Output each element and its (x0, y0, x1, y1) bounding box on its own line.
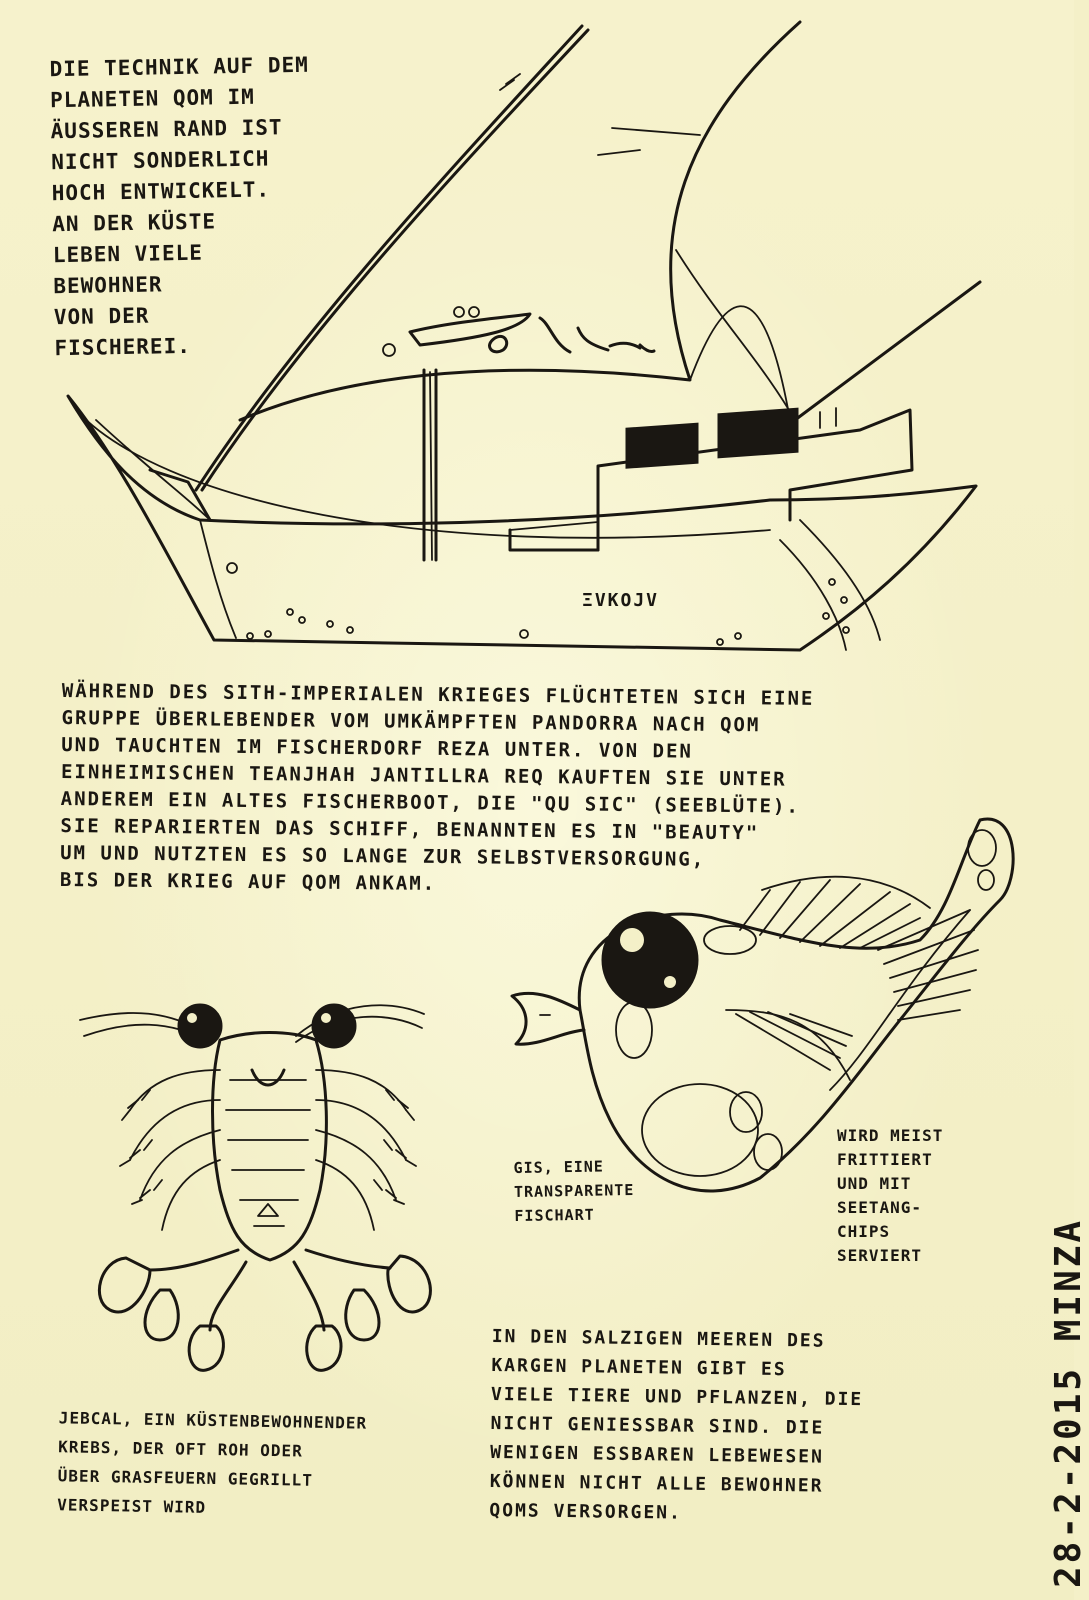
sail-glyphs (383, 307, 654, 356)
gis-caption: GIS, EINE TRANSPARENTE FISCHART (513, 1157, 635, 1226)
crab-right-legs (316, 1070, 416, 1230)
hull-rivets (227, 563, 849, 645)
jebcal-caption: JEBCAL, EIN KÜSTENBEWOHNENDER KREBS, DER OFT ROH ODER ÜBER GRASFEUERN GEGRILLT VERSPEIST WIRD (57, 1408, 368, 1517)
cabin-window-2 (718, 408, 798, 458)
yard-spar (196, 26, 582, 490)
crab-claws (99, 1250, 430, 1370)
closing-text: IN DEN SALZIGEN MEEREN DES KARGEN PLANETEN GIBT ES VIELE TIERE UND PFLANZEN, DIE NICHT GENIESSBAR SIND. DIE WENIGEN ESSBAREN LEBEWESEN KÖNNEN NICHT ALLE BEWOHNER QOMS VERSORGEN. (489, 1325, 864, 1524)
crab-left-legs (120, 1070, 220, 1230)
story-text: WÄHREND DES SITH-IMPERIALEN KRIEGES FLÜCHTETEN SICH EINE GRUPPE ÜBERLEBENDER VOM UMKÄMPFTEN PANDORRA NACH QOM UND TAUCHTEN IM FISCHERDORF REZA UNTER. VON DEN EINHEIMISCHEN TEANJHAH JANTILLRA REQ KAUFTEN SIE UNTER ANDEREM EIN ALTES FISCHERBOOT, DIE "QU SIC" (SEEBLÜTE). SIE REPARIERTEN DAS SCHIFF, BENANNTEN ES IN "BEAUTY" UM UND NUTZTEN ES SO LANGE ZUR SELBSTVERSORGUNG, BIS DER KRIEG AUF QOM ANKAM. (59, 679, 815, 895)
cabin-window-1 (626, 423, 698, 468)
fish-pectoral-fin (726, 1010, 852, 1080)
crab-eye-right (312, 1004, 356, 1048)
date-signature: 28-2-2015 MINZA (1048, 1217, 1089, 1588)
boat-illustration (0, 0, 1074, 680)
fish-dorsal-fin (740, 877, 930, 948)
fish-eye (602, 912, 698, 1008)
fish-right-fin (830, 910, 978, 1090)
hull-lettering: ΞVKOJV (582, 590, 660, 611)
gis-serving-note: WIRD MEIST FRITTIERT UND MIT SEETANG- CHIPS SERVIERT (837, 1126, 944, 1265)
crab-illustration (70, 990, 450, 1390)
crab-eye-left (178, 1004, 222, 1048)
intro-text: DIE TECHNIK AUF DEM PLANETEN QOM IM ÄUSSEREN RAND IST NICHT SONDERLICH HOCH ENTWICKELT. AN DER KÜSTE LEBEN VIELE BEWOHNER VON DER FISCHEREI. (49, 52, 309, 361)
sail (240, 22, 800, 420)
